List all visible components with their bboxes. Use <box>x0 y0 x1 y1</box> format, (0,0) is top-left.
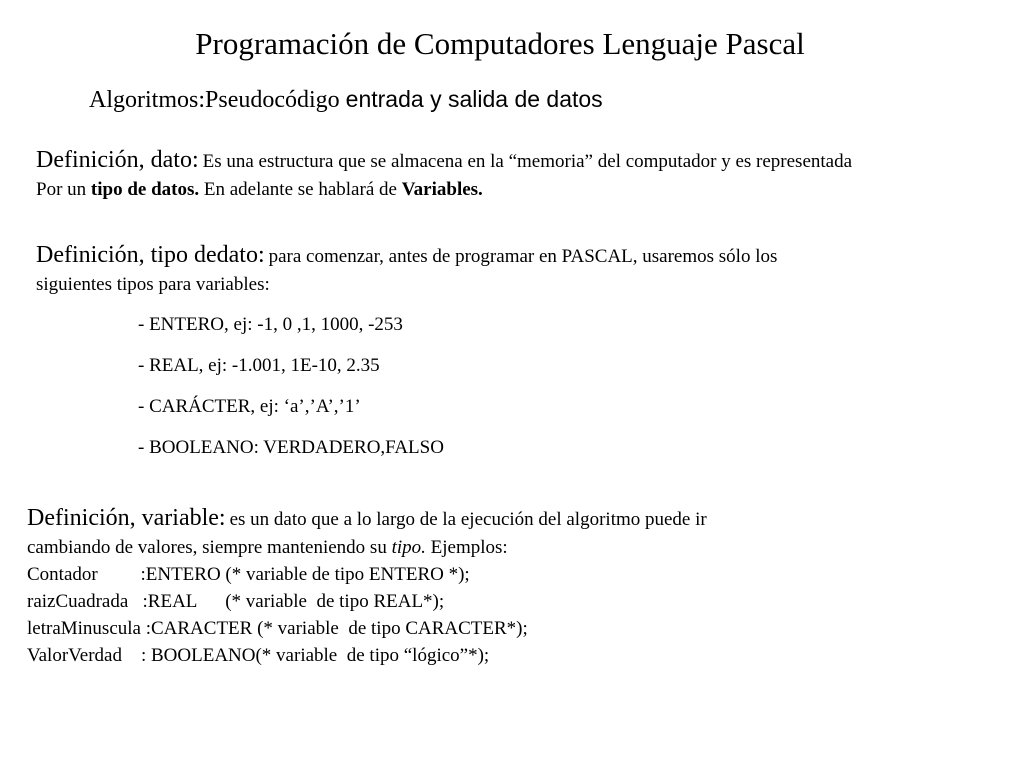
definition-dato-text2b: En adelante se hablará de <box>199 179 402 200</box>
definition-dato-text2a: Por un <box>36 179 91 200</box>
definition-tipo-heading: Definición, tipo dedato: <box>36 242 265 268</box>
definition-tipo <box>36 240 777 300</box>
definition-variable <box>27 505 707 669</box>
subtitle-serif: Algoritmos:Pseudocódigo <box>89 87 340 113</box>
definition-dato <box>36 145 852 205</box>
definition-dato-bold2: Variables. <box>401 179 483 200</box>
definition-tipo-text2: siguientes tipos para variables: <box>36 274 270 295</box>
example-line: letraMinuscula :CARACTER (* variable de tipo CARACTER*); <box>27 618 528 639</box>
type-item-entero: - ENTERO, ej: -1, 0 ,1, 1000, -253 <box>138 314 403 335</box>
type-item-caracter: - CARÁCTER, ej: ‘a’,’A’,’1’ <box>138 396 361 417</box>
type-item-booleano: - BOOLEANO: VERDADERO,FALSO <box>138 437 444 458</box>
definition-dato-bold1: tipo de datos. <box>90 179 200 200</box>
type-item-real: - REAL, ej: -1.001, 1E-10, 2.35 <box>138 355 380 376</box>
definition-variable-italic: tipo. <box>391 537 426 558</box>
example-line: raizCuadrada :REAL (* variable de tipo REAL*); <box>27 591 445 612</box>
definition-tipo-text: para comenzar, antes de programar en PASCAL, usaremos sólo los <box>268 246 778 267</box>
definition-variable-text: es un dato que a lo largo de la ejecución del algoritmo puede ir <box>229 509 707 530</box>
page-title: Programación de Computadores Lenguaje Pascal <box>195 26 805 61</box>
subtitle <box>89 86 603 114</box>
definition-dato-text: Es una estructura que se almacena en la “memoria” del computador y es representada <box>202 151 853 172</box>
example-line: Contador :ENTERO (* variable de tipo ENTERO *); <box>27 564 470 585</box>
subtitle-sans: entrada y salida de datos <box>345 86 603 112</box>
definition-variable-heading: Definición, variable: <box>27 505 226 531</box>
definition-dato-heading: Definición, dato: <box>36 147 199 173</box>
definition-variable-text2a: cambiando de valores, siempre manteniendo su <box>27 537 392 558</box>
definition-variable-text2b: Ejemplos: <box>425 537 508 558</box>
example-line: ValorVerdad : BOOLEANO(* variable de tipo “lógico”*); <box>27 645 490 666</box>
